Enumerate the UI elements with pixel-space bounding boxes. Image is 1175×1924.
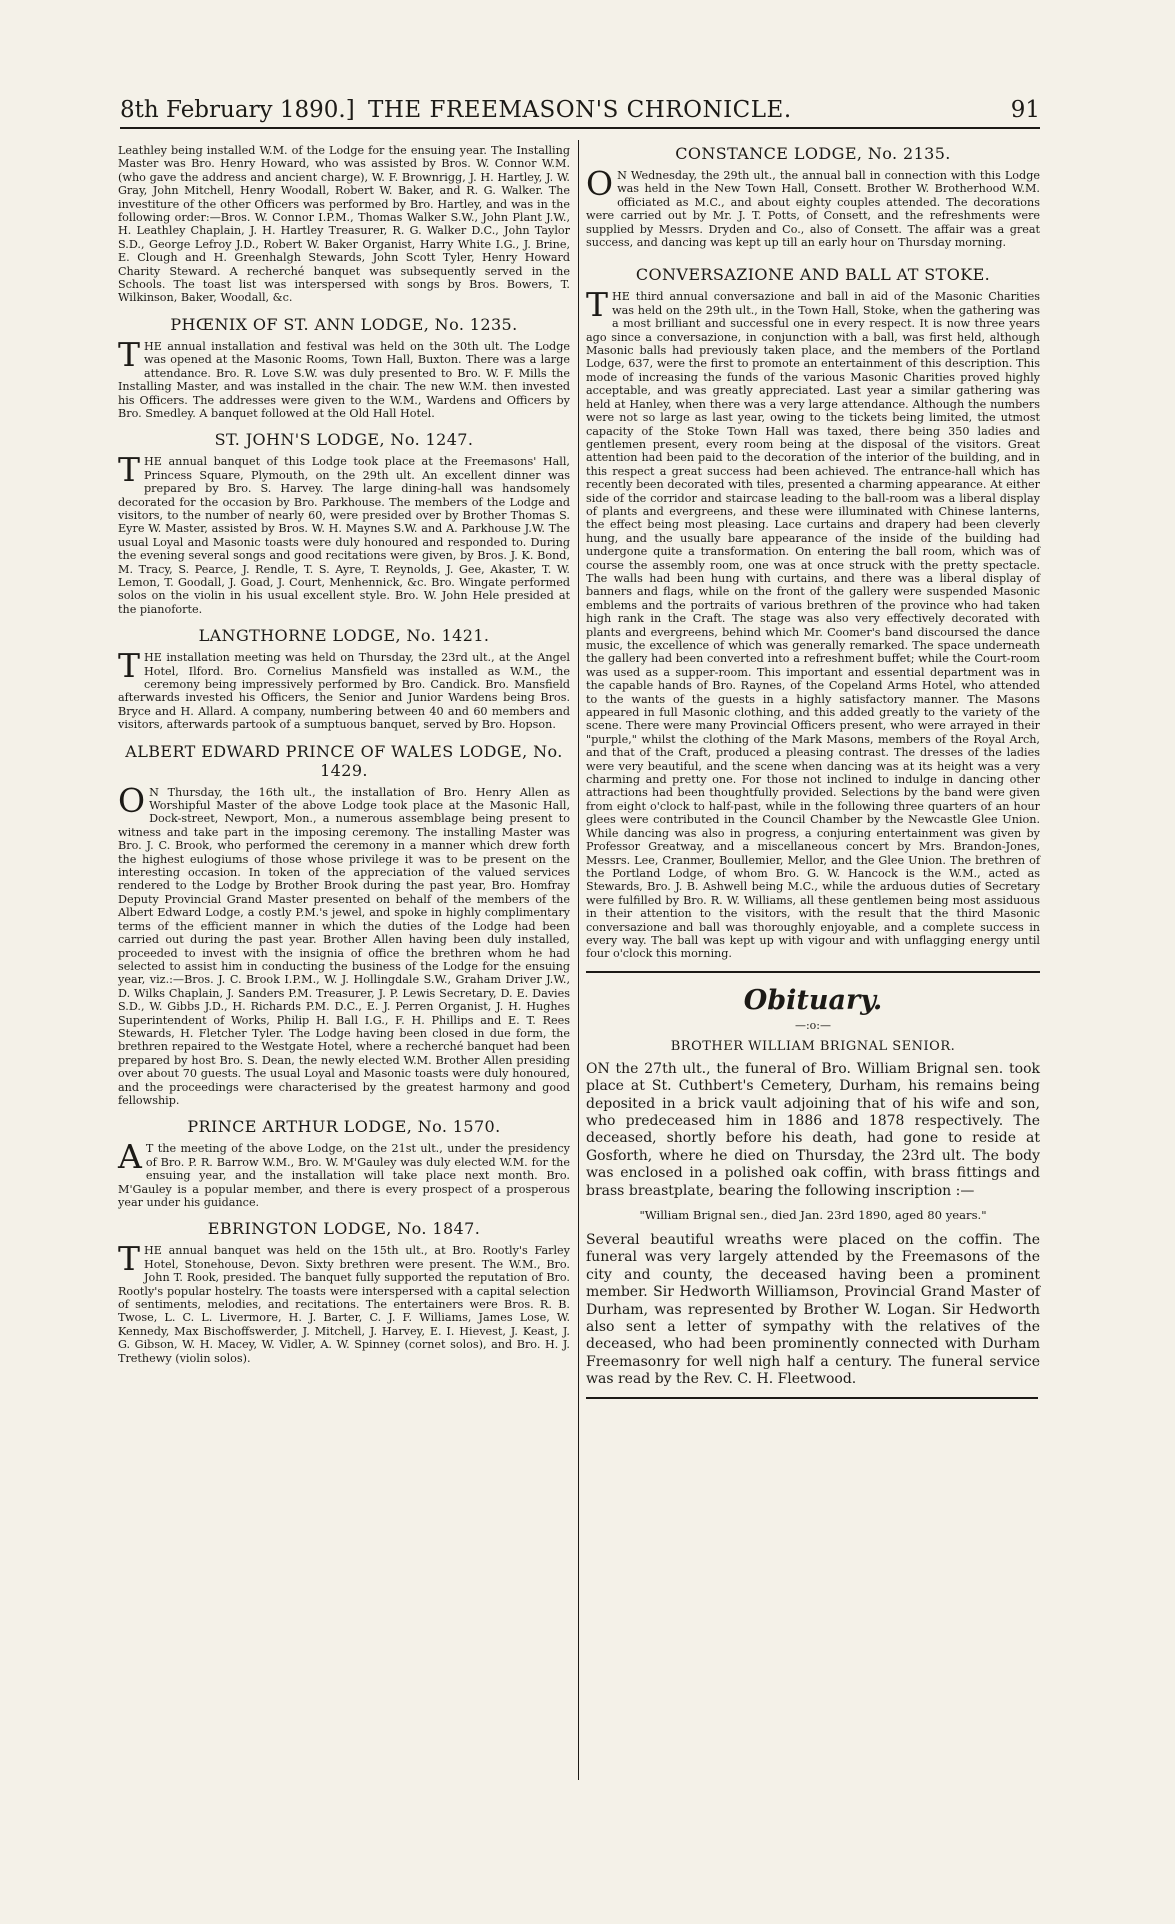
- article-heading: CONVERSAZIONE AND BALL AT STOKE.: [635, 265, 991, 285]
- obituary-subject: BROTHER WILLIAM BRIGNAL SENIOR.: [670, 1038, 956, 1054]
- continuation-paragraph: Leathley being installed W.M. of the Lodge for the ensuing year. The Installing Master was Bro. Henry Howard, who was assisted by Bros. W. Connor W.M. (who gave the address and ancient charge), W. F. Brownrigg, J. H. Hartley, J. W. Gray, John Mitchell, Henry Woodall, Robert W. Baker, and R. G. Walker. The investiture of the other Officers was performed by Bro. Hartley, and was in the following order:—Bros. W. Connor I.P.M., Thomas Walker S.W., John Plant J.W., H. Leathley Chaplain, J. H. Hartley Treasurer, R. G. Walker D.C., John Taylor S.D., George Lefroy J.D., Robert W. Baker Organist, Harry White I.G., J. Brine, E. Clough and H. Greenhalgh Stewards, John Scott Tyler, Henry Howard Charity Steward. A recherché banquet was subsequently served in the Schools. The toast list was interspersed with songs by Bros. Bowers, T. Wilkinson, Baker, Woodall, &c.: [118, 144, 570, 305]
- article-heading: CONSTANCE LODGE, No. 2135.: [675, 144, 951, 163]
- masthead-rule: [120, 127, 1040, 129]
- issue-date: 8th February 1890.]: [120, 97, 355, 123]
- end-rule: [586, 1397, 1038, 1399]
- article-body: AT the meeting of the above Lodge, on the 21st ult., under the presidency of Bro. P. R. Barrow W.M., Bro. W. M'Gauley was duly elected W.M. for the ensuing year, and the installation will take place next month. Bro. M'Gauley is a popular member, and there is every prospect of a prosperous year under his guidance.: [118, 1137, 570, 1209]
- obituary-title: Obituary.: [743, 984, 883, 1016]
- article-body: THE annual banquet was held on the 15th ult., at Bro. Rootly's Farley Hotel, Stonehouse, Devon. Sixty brethren were present. The W.M., Bro. John T. Rook, presided. The banquet fully supported the reputation of Bro. Rootly's popular hostelry. The toasts were interspersed with a capital selection of sentiments, melodies, and recitations. The entertainers were Bros. R. B. Twose, L. C. L. Livermore, H. J. Barter, C. J. F. Williams, James Lose, W. Kennedy, Max Bischoffswerder, J. Mitchell, J. Harvey, E. I. Hievest, J. Keast, J. G. Gibson, W. H. Macey, W. Vidler, A. W. Spinney (cornet solos), and Bro. H. J. Trethewy (violin solos).: [118, 1239, 570, 1365]
- masthead: [120, 96, 1040, 128]
- page-number: 91: [1010, 97, 1040, 123]
- article-body: ON Thursday, the 16th ult., the installation of Bro. Henry Allen as Worshipful Master of the above Lodge took place at the Masonic Hall, Dock-street, Newport, Mon., a numerous assemblage being present to witness and take part in the imposing ceremony. The installing Master was Bro. J. C. Brook, who performed the ceremony in a manner which drew forth the highest eulogiums of those whose privilege it was to be present on the interesting occasion. In token of the appreciation of the valued services rendered to the Lodge by Brother Brook during the past year, Bro. Homfray Deputy Provincial Grand Master presented on behalf of the members of the Albert Edward Lodge, a costly P.M.'s jewel, and spoke in highly complimentary terms of the efficient manner in which the duties of the Lodge had been carried out during the past year. Brother Allen having been duly installed, proceeded to invest with the insignia of office the brethren whom he had selected to assist him in conducting the business of the Lodge for the ensuing year, viz.:—Bros. J. C. Brook I.P.M., W. J. Hollingdale S.W., Graham Driver J.W., D. Wilks Chaplain, J. Sanders P.M. Treasurer, J. P. Lewis Secretary, D. E. Davies S.D., W. Gibbs J.D., H. Richards P.M. D.C., E. J. Perren Organist, J. H. Hughes Superintendent of Works, Philip H. Ball I.G., F. H. Phillips and E. T. Rees Stewards, H. Fletcher Tyler. The Lodge having been closed in due form, the brethren repaired to the Westgate Hotel, where a recherché banquet had been prepared by host Bro. S. Dean, the newly elected W.M. Brother Allen presiding over about 70 guests. The usual Loyal and Masonic toasts were duly honoured, and the proceedings were characterised by the greatest harmony and good fellowship.: [118, 780, 570, 1107]
- left-column: [118, 144, 570, 1373]
- article-body: THE installation meeting was held on Thursday, the 23rd ult., at the Angel Hotel, Ilford. Bro. Cornelius Mansfield was installed as W.M., the ceremony being impressively performed by Bro. Candick. Bro. Mansfield afterwards invested his Officers, the Senior and Junior Wardens being Bros. Bryce and H. Allard. A company, numbering between 40 and 60 members and visitors, afterwards partook of a sumptuous banquet, served by Bro. Hopson.: [118, 646, 570, 732]
- article-body: THE annual installation and festival was held on the 30th ult. The Lodge was opened at the Masonic Rooms, Town Hall, Buxton. There was a large attendance. Bro. R. Love S.W. was duly presented to Bro. W. F. Mills the Installing Master, and was installed in the chair. The new W.M. then invested his Officers. The addresses were given to the W.M., Wardens and Officers by Bro. Smedley. A banquet followed at the Old Hall Hotel.: [118, 334, 570, 420]
- article-body: THE annual banquet of this Lodge took place at the Freemasons' Hall, Princess Square, Plymouth, on the 29th ult. An excellent dinner was prepared by Bro. S. Harvey. The large dining-hall was handsomely decorated for the occasion by Bro. Parkhouse. The members of the Lodge and visitors, to the number of nearly 60, were presided over by Brother Thomas S. Eyre W. Master, assisted by Bros. W. H. Maynes S.W. and A. Parkhouse J.W. The usual Loyal and Masonic toasts were duly honoured and responded to. During the evening several songs and good recitations were given, by Bros. J. K. Bond, M. Tracy, S. Pearce, J. Rendle, T. S. Ayre, T. Reynolds, J. Gee, Akaster, T. W. Lemon, T. Goodall, J. Goad, J. Court, Menhennick, &c. Bro. Wingate performed solos on the violin in his usual excellent style. Bro. W. John Hele presided at the pianoforte.: [118, 450, 570, 616]
- article-heading: EBRINGTON LODGE, No. 1847.: [207, 1219, 481, 1239]
- article-body: THE third annual conversazione and ball in aid of the Masonic Charities was held on the 29th ult., in the Town Hall, Stoke, when the gathering was a most brilliant and successful one in every respect. It is now three years ago since a conversazione, in conjunction with a ball, was first held, although Masonic balls had previously taken place, and the members of the Portland Lodge, 637, were the first to promote an entertainment of this description. This mode of increasing the funds of the various Masonic Charities proved highly acceptable, and was greatly appreciated. Last year a similar gathering was held at Hanley, when there was a very large attendance. Although the numbers were not so large as last year, owing to the tickets being limited, the utmost capacity of the Stoke Town Hall was taxed, there being 350 ladies and gentlemen present, every room being at the disposal of the visitors. Great attention had been paid to the decoration of the interior of the building, and in this respect a great success had been achieved. The entrance-hall which has recently been decorated with tiles, presented a charming appearance. At either side of the corridor and staircase leading to the ball-room was a liberal display of plants and evergreens, and these were illuminated with Chinese lanterns, the effect being most pleasing. Lace curtains and drapery had been cleverly hung, and the usually bare appearance of the inside of the building had undergone quite a transformation. On entering the ball room, which was of course the assembly room, one was at once struck with the pretty spectacle. The walls had been hung with curtains, and there was a liberal display of banners and flags, while on the front of the gallery were suspended Masonic emblems and the portraits of various brethren of the province who had taken high rank in the Craft. The stage was also very effectively decorated with plants and evergreens, behind which Mr. Coomer's band discoursed the dance music, the excellence of which was generally remarked. The space underneath the gallery had been converted into a refreshment buffet; while the Court-room was used as a supper-room. This important and essential department was in the capable hands of Bro. Raynes, of the Copeland Arms Hotel, who attended to the wants of the guests in a highly satisfactory manner. The Masons appeared in full Masonic clothing, and this added greatly to the variety of the scene. There were many Provincial Officers present, who were arrayed in their "purple," whilst the clothing of the Mark Masons, members of the Royal Arch, and that of the Craft, produced a pleasing contrast. The dresses of the ladies were very beautiful, and the scene when dancing was at its height was a very charming and pretty one. For those not inclined to indulge in dancing other attractions had been thoughtfully provided. Selections by the band were given from eight o'clock to half-past, while in the following three quarters of an hour glees were contributed in the Council Chamber by the Newcastle Glee Union. While dancing was also in progress, a conjuring entertainment was given by Professor Greatway, and a miscellaneous concert by Mrs. Brandon-Jones, Messrs. Lee, Cranmer, Boullemier, Mellor, and the Glee Union. The brethren of the Portland Lodge, of whom Bro. G. W. Hancock is the W.M., acted as Stewards, Bro. J. B. Ashwell being M.C., while the arduous duties of Secretary were fulfilled by Bro. R. W. Williams, all these gentlemen being most assiduous in their attention to the visitors, with the result that the third Masonic conversazione and ball was thoroughly enjoyable, and a complete success in every way. The ball was kept up with vigour and with unflagging energy until four o'clock this morning.: [586, 285, 1040, 961]
- article-heading: ALBERT EDWARD PRINCE OF WALES LODGE, No. 1429.: [125, 741, 563, 780]
- publication-title: THE FREEMASON'S CHRONICLE.: [368, 97, 792, 123]
- column-divider: [578, 140, 579, 1780]
- obituary-inscription: "William Brignal sen., died Jan. 23rd 1890, aged 80 years.": [639, 1208, 987, 1222]
- obituary-paragraph: ON the 27th ult., the funeral of Bro. William Brignal sen. took place at St. Cuthbert's Cemetery, Durham, his remains being deposited in a brick vault adjoining that of his wife and son, who predeceased him in 1886 and 1878 respectively. The deceased, shortly before his death, had gone to reside at Gosforth, where he died on Thursday, the 23rd ult. The body was enclosed in a polished oak coffin, with brass fittings and brass breastplate, bearing the following inscription :—: [586, 1060, 1040, 1199]
- article-body: ON Wednesday, the 29th ult., the annual ball in connection with this Lodge was held in the New Town Hall, Consett. Brother W. Brotherhood W.M. officiated as M.C., and about eighty couples attended. The decorations were carried out by Mr. J. T. Potts, of Consett, and the refreshments were supplied by Messrs. Dryden and Co., also of Consett. The affair was a great success, and dancing was kept up till an early hour on Thursday morning.: [586, 164, 1040, 250]
- article-heading: LANGTHORNE LODGE, No. 1421.: [198, 626, 490, 646]
- article-heading: PHŒNIX OF ST. ANN LODGE, No. 1235.: [170, 314, 518, 334]
- right-column: [586, 144, 1040, 1399]
- obituary-ornament: —:o:—: [794, 1018, 832, 1032]
- obituary-paragraph: Several beautiful wreaths were placed on the coffin. The funeral was very largely attended by the Freemasons of the city and county, the deceased having been a prominent member. Sir Hedworth Williamson, Provincial Grand Master of Durham, was represented by Brother W. Logan. Sir Hedworth also sent a letter of sympathy with the relatives of the deceased, who had been prominently connected with Durham Freemasonry for well nigh half a century. The funeral service was read by the Rev. C. H. Fleetwood.: [586, 1232, 1040, 1388]
- article-heading: PRINCE ARTHUR LODGE, No. 1570.: [187, 1117, 501, 1137]
- section-rule: [586, 971, 1040, 973]
- article-heading: ST. JOHN'S LODGE, No. 1247.: [214, 430, 474, 450]
